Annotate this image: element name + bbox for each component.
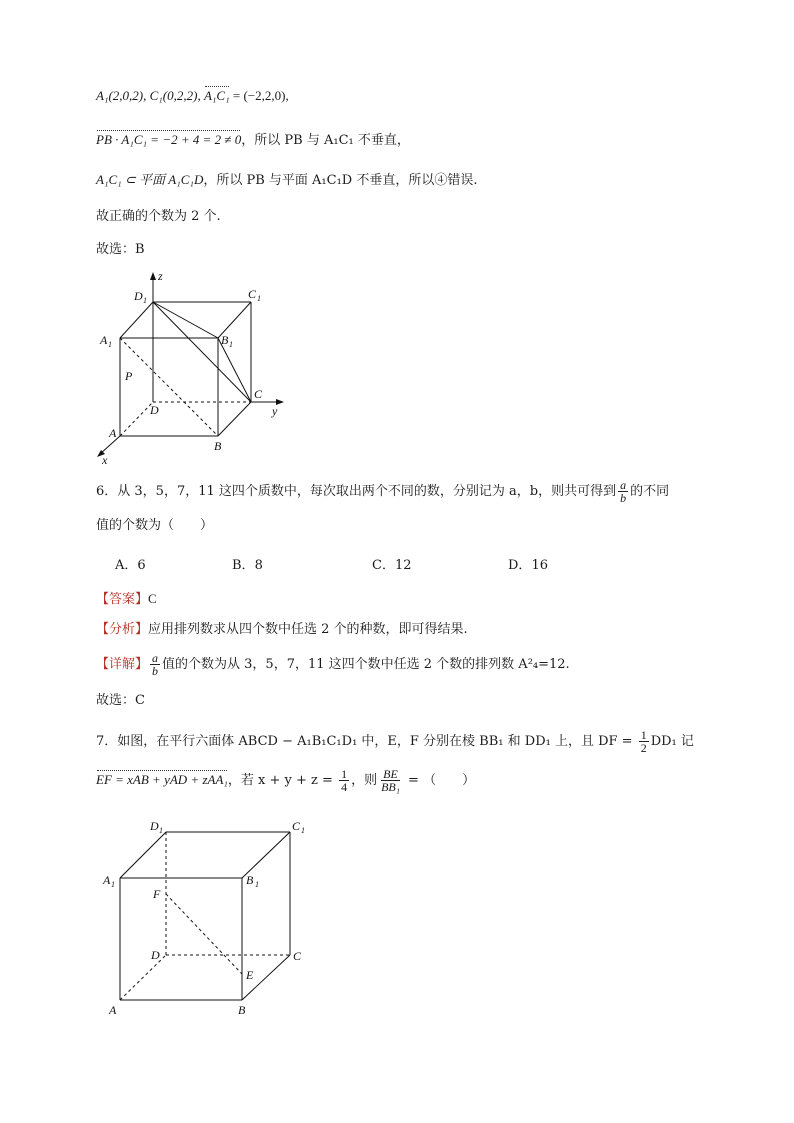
svg-text:1: 1 (255, 880, 259, 889)
label2-a1: A (103, 873, 111, 887)
q6-option-c: C．12 (372, 558, 412, 573)
proof-coordinates-line (96, 86, 289, 107)
detail-tag: 【详解】 (96, 657, 149, 672)
q6-number: 6． (96, 484, 118, 499)
q7-line2-text: ，若 x + y + z = (227, 773, 338, 788)
proof-choice-line: 故选：B (96, 242, 145, 257)
q7-vector-equation: EF = xAB + yAD + zAA₁ (96, 770, 228, 790)
proof-count-line: 故正确的个数为 2 个. (96, 209, 221, 224)
label-x: x (102, 453, 108, 466)
label-b: B (214, 439, 222, 453)
q6-option-b: B．8 (232, 558, 263, 573)
q6-option-d: D．16 (508, 558, 548, 573)
q7-stem-line2 (96, 768, 475, 793)
label2-b1: B (246, 873, 254, 887)
label2-c: C (293, 949, 302, 963)
q6-option-a: A．6 (115, 558, 146, 573)
label-y: y (272, 404, 278, 418)
label-c1: C (248, 287, 257, 301)
label2-e: E (246, 968, 254, 982)
subset-text: ，所以 PB 与平面 A₁C₁D 不垂直，所以④错误. (203, 173, 478, 188)
q7-stem-part1: 如图，在平行六面体 ABCD − A₁B₁C₁D₁ 中，E，F 分别在棱 BB₁ 和 DD₁ 上，且 DF = (117, 734, 637, 749)
q7-line2-end: = （ ） (403, 773, 476, 788)
label2-d: D (151, 948, 160, 962)
label2-a: A (109, 1003, 117, 1017)
label-a: A (109, 426, 117, 440)
q7-stem-line1 (96, 729, 694, 754)
q6-stem-line2: 值的个数为（ ） (96, 518, 214, 533)
label-b1: B (221, 333, 229, 347)
vector-a1c1: A₁C₁ (204, 86, 230, 106)
label-d: D (150, 403, 159, 417)
q7-fraction-quarter: $\frac{1}{4}$ (341, 767, 348, 794)
label-p: P (125, 369, 133, 383)
label-z: z (158, 269, 163, 283)
figure-parallelepiped (96, 812, 326, 1022)
svg-text:1: 1 (143, 296, 147, 305)
q6-fraction-a-over-b: $\frac{a}{b}$ (620, 478, 627, 505)
svg-text:1: 1 (301, 826, 305, 835)
q7-stem-part2: DD₁ 记 (650, 734, 694, 749)
dot-product-text: ，所以 PB 与 A₁C₁ 不垂直， (241, 133, 410, 148)
analysis-text: 应用排列数求从四个数中任选 2 个的种数，即可得结果. (148, 622, 468, 637)
q6-choice-line: 故选：C (96, 693, 145, 708)
detail-fraction-a-over-b: $\frac{a}{b}$ (152, 651, 159, 678)
dot-product-math: PB · A₁C₁ = −2 + 4 = 2 ≠ 0 (96, 130, 241, 150)
label-a1: A (100, 333, 108, 347)
proof-subset-line (96, 170, 478, 191)
figure-cube-coordinate (92, 266, 292, 466)
answer-tag: 【答案】 (96, 592, 149, 607)
q6-detail-line (96, 652, 570, 677)
subset-math: A₁C₁ ⊂ 平面 A₁C₁D (96, 172, 204, 187)
q6-stem-line1 (96, 479, 669, 504)
label2-f: F (153, 887, 161, 901)
label-d1: D (134, 289, 143, 303)
vector-a1c1-value: = (−2,2,0), (229, 88, 289, 103)
svg-text:1: 1 (257, 294, 261, 303)
q6-stem-part1: 从 3，5，7，11 这四个质数中，每次取出两个不同的数，分别记为 a，b，则共可得到 (117, 484, 617, 499)
q6-analysis-line (96, 620, 468, 640)
analysis-tag: 【分析】 (96, 622, 149, 637)
q7-number: 7． (96, 734, 118, 749)
q6-answer-line (96, 589, 157, 610)
answer-value: C (148, 591, 157, 606)
svg-text:1: 1 (111, 880, 115, 889)
q6-stem-part2: 的不同 (630, 484, 670, 499)
label-c: C (254, 387, 263, 401)
label2-d1: D (150, 819, 159, 833)
detail-text: 值的个数为从 3，5，7，11 这四个数中任选 2 个数的排列数 A²₄=12. (162, 657, 570, 672)
label2-c1: C (292, 819, 301, 833)
points-text: A₁(2,0,2), C₁(0,2,2), (96, 88, 204, 103)
svg-text:1: 1 (229, 340, 233, 349)
svg-text:1: 1 (108, 340, 112, 349)
svg-text:1: 1 (159, 826, 163, 835)
q7-fraction-half: $\frac{1}{2}$ (640, 728, 647, 755)
q7-line2-text2: ，则 (351, 773, 378, 788)
q7-fraction-be-bb1: $\frac{BE}{\text{BB₁}}$ (381, 767, 400, 794)
label2-b: B (238, 1003, 246, 1017)
proof-dot-product-line (96, 130, 410, 151)
